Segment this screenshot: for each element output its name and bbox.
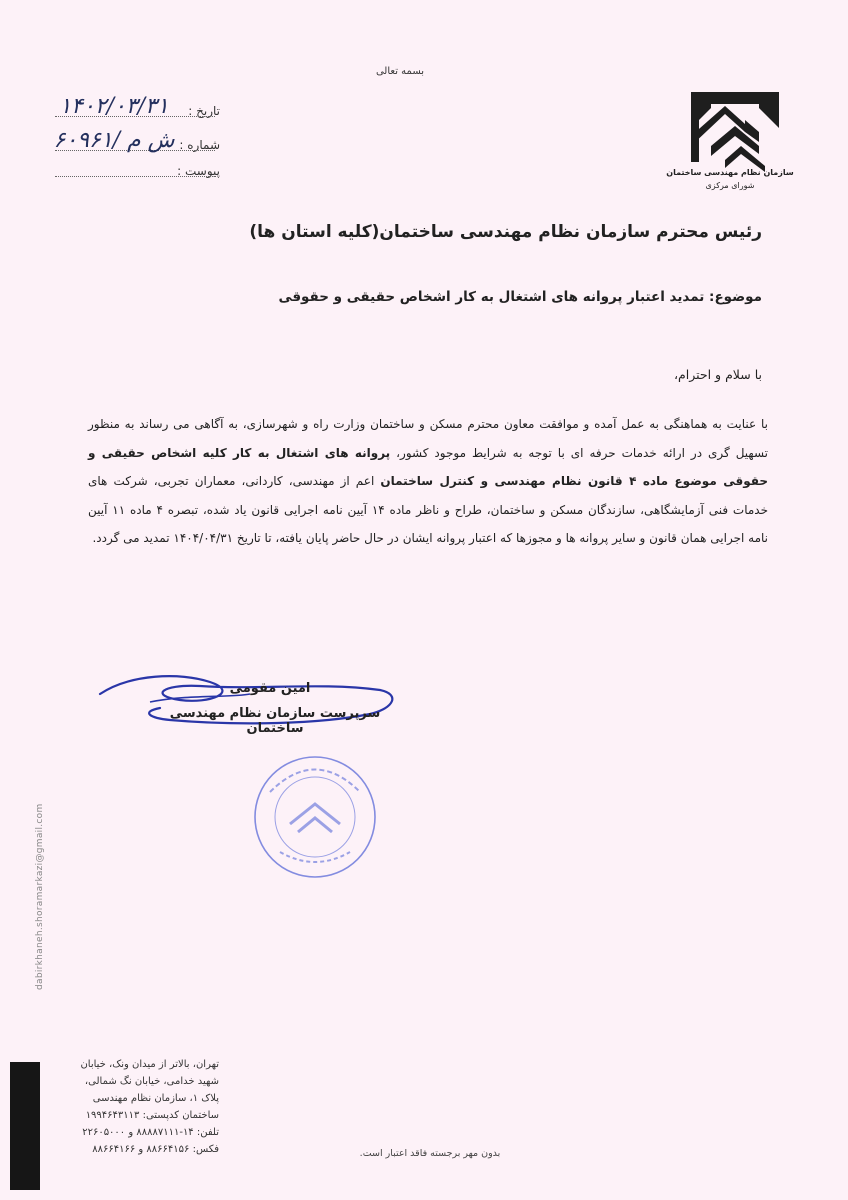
date-label: تاریخ : (188, 104, 220, 118)
attachment-field (0, 160, 848, 184)
official-stamp (250, 752, 380, 882)
footer-note: بدون مهر برجسته فاقد اعتبار است. (359, 1148, 501, 1159)
date-value: ۱۴۰۲/۰۳/۳۱ (59, 94, 169, 119)
number-field (0, 128, 848, 158)
address-line: پلاک ۱، سازمان نظام مهندسی (92, 1093, 219, 1104)
subject: موضوع: تمدید اعتبار پروانه های اشتغال به کار اشخاص حقیقی و حقوقی (278, 289, 762, 305)
greeting: با سلام و احترام، (673, 367, 762, 382)
letter-body (88, 410, 768, 553)
address-line: شهید خدامی، خیابان نگ شمالی، (84, 1076, 219, 1087)
address-line: تهران، بالاتر از میدان ونک، خیابان (80, 1059, 219, 1070)
signer-title: سرپرست سازمان نظام مهندسی ساختمان (169, 706, 381, 736)
body-text-part-1: با عنایت به هماهنگی به عمل آمده و موافقت معاون محترم مسکن و ساختمان وزارت راه و شهرسازی، به آگاهی می رساند به منظور تسهیل گری در ارائه خدمات حرفه ای با توجه به شرایط موجود کشور، (88, 417, 768, 460)
footer-address (44, 1056, 219, 1158)
signer-name: امین مقومی (229, 681, 311, 696)
address-line: ساختمان کدپستی: ۱۹۹۴۶۴۳۱۱۳ (85, 1110, 219, 1121)
address-line: فکس: ۸۸۶۶۴۱۵۶ و ۸۸۶۶۴۱۶۶ (92, 1144, 219, 1155)
recipient: رئیس محترم سازمان نظام مهندسی ساختمان(کلیه استان ها) (249, 222, 762, 242)
attachment-label: پیوست : (177, 164, 220, 178)
logo-org-name: سازمان نظام مهندسی ساختمان (666, 168, 794, 177)
side-email (35, 803, 55, 1010)
attachment-line (55, 176, 215, 177)
basmala: بسمه تعالی (375, 66, 425, 77)
number-label: شماره : (179, 138, 220, 152)
logo-org-sub: شورای مرکزی (705, 181, 755, 190)
footer-black-bar (10, 1062, 40, 1190)
body-text-bold: پروانه های اشتغال به کار کلیه اشخاص حقیقی و حقوقی موضوع ماده ۴ قانون نظام مهندسی و کنترل ساختمان (88, 445, 769, 488)
number-value: ۶۰۹۶۱/ ش م (53, 128, 175, 153)
address-line: تلفن: ۱۴-۸۸۸۸۷۱۱۱ و ۲۲۶۰۵۰۰۰ (82, 1127, 219, 1138)
date-field (0, 94, 848, 124)
side-email-text: dabirkhaneh.shoramarkazi@gmail.com (35, 803, 45, 990)
body-text-part-2: اعم از مهندسی، کاردانی، معماران تجربی، شرکت های خدمات فنی آزمایشگاهی، سازندگان مسکن و ساختمان، طراح و ناظر ماده ۱۴ آیین نامه اجرایی قانون یاد شده، تبصره ۴ ماده ۱۱ آیین نامه اجرایی همان قانون و سایر پروانه ها و مجوزها که اعتبار پروانه ایشان در حال حاضر پایان یافته، تا تاریخ ۱۴۰۴/۰۴/۳۱ تمدید می گردد. (88, 474, 769, 545)
